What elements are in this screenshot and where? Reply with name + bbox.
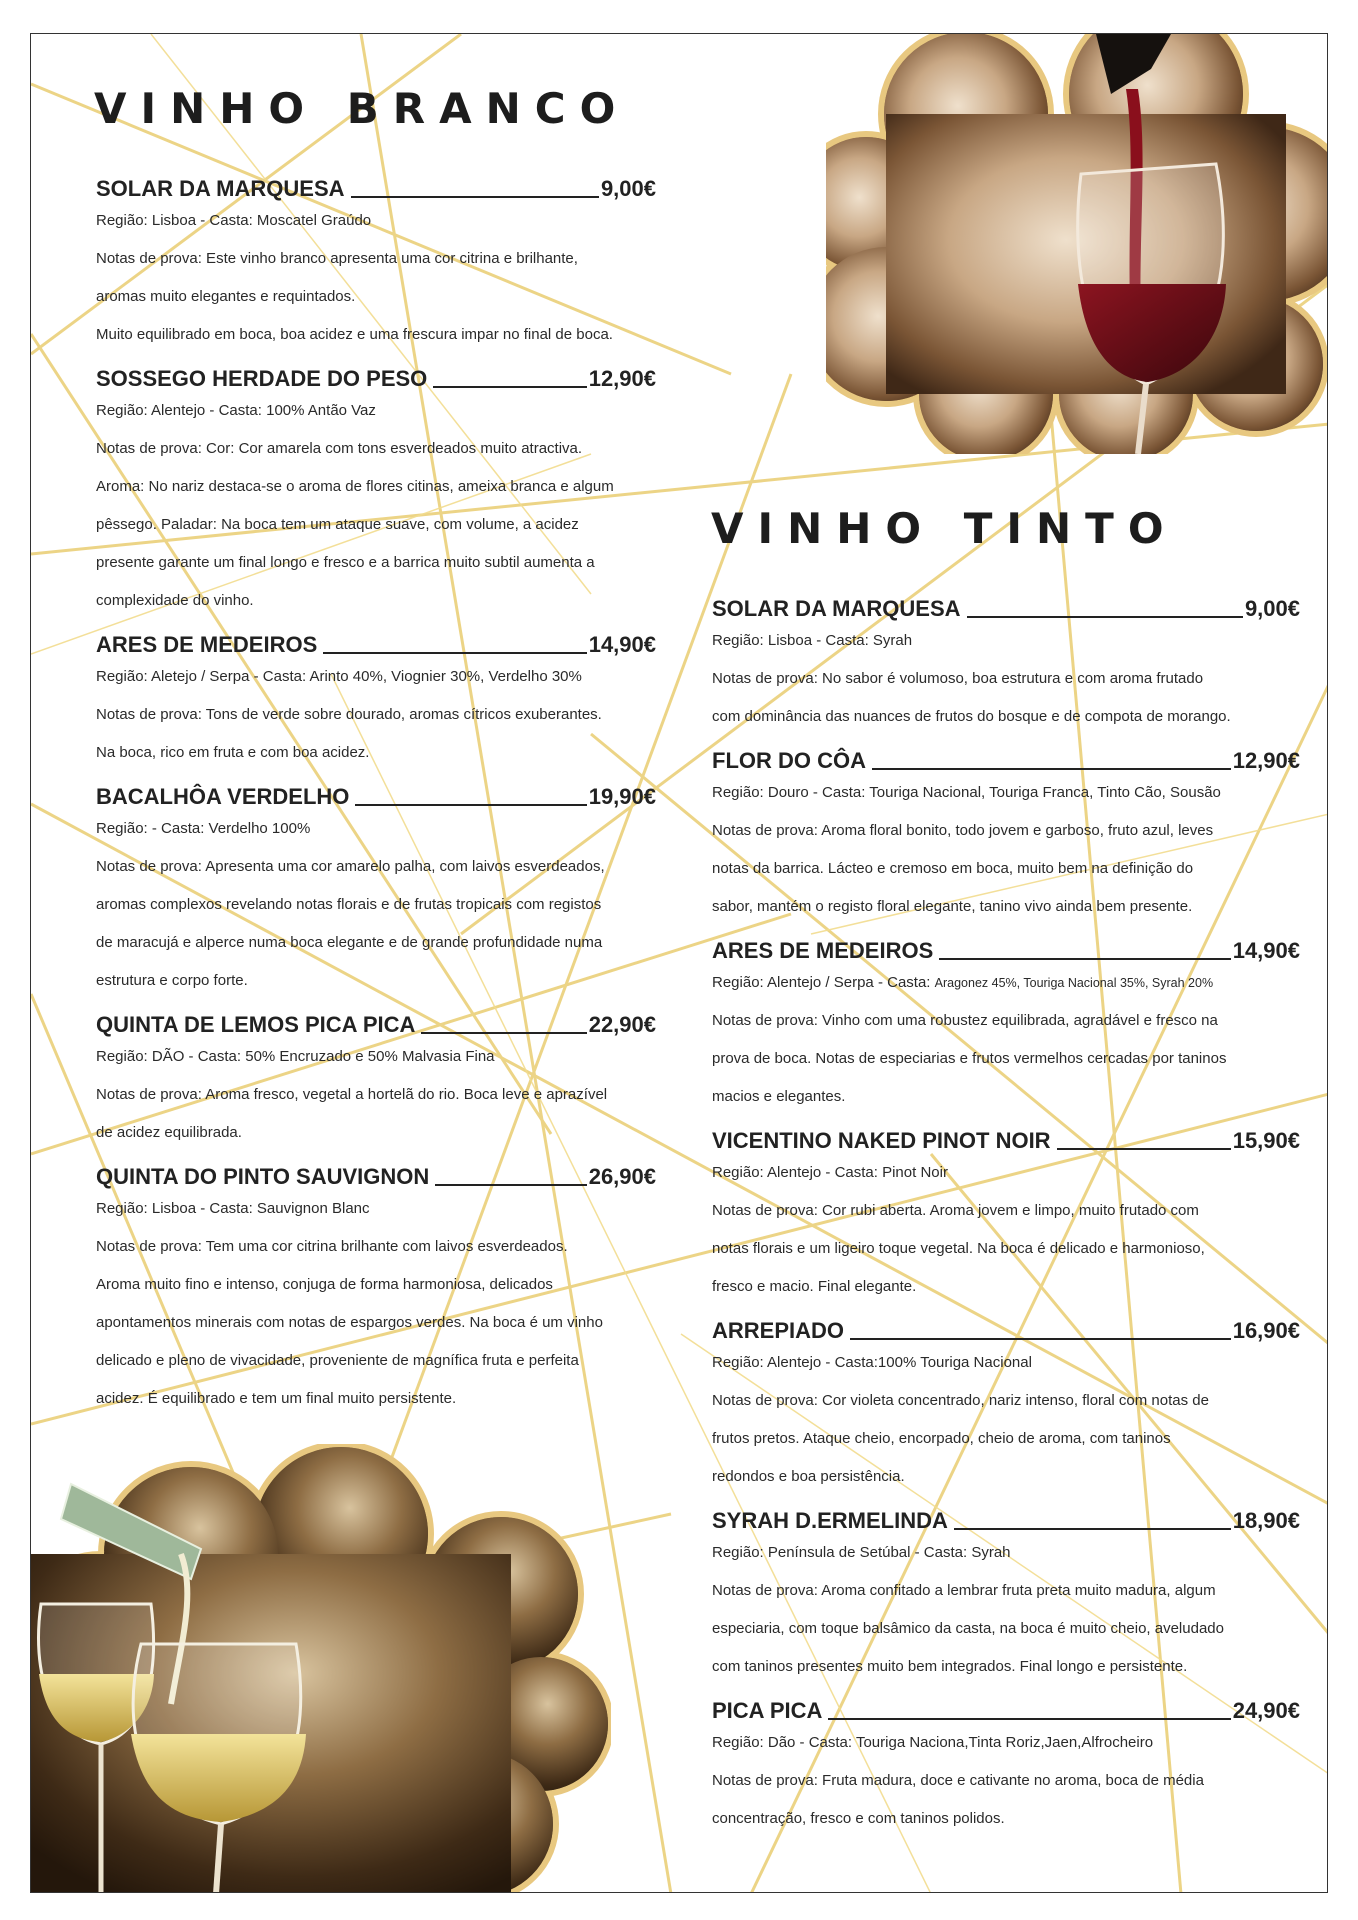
wine-description-line: Região: Lisboa - Casta: Moscatel Graúdo: [96, 212, 372, 229]
wine-price: 18,90€: [1232, 1508, 1300, 1533]
tinto-heading: VINHO TINTO: [711, 504, 1178, 553]
price-leader-line: [355, 804, 586, 806]
wine-description-line: Região: Península de Setúbal - Casta: Syrah: [712, 1544, 1011, 1561]
wine-price: 14,90€: [1232, 938, 1300, 963]
price-leader-line: [850, 1338, 1231, 1340]
wine-description-line: Notas de prova: Aroma fresco, vegetal a hortelã do rio. Boca leve e aprazível: [96, 1086, 608, 1103]
wine-description-line: Notas de prova: Apresenta uma cor amarelo palha, com laivos esverdeados,: [96, 858, 605, 875]
wine-entry: [96, 772, 656, 1000]
wine-description-line: Região: - Casta: Verdelho 100%: [96, 820, 311, 837]
price-leader-line: [351, 196, 599, 198]
wine-description-line: concentração, fresco e com taninos polidos.: [712, 1810, 1005, 1827]
wine-description-line: especiaria, com toque balsâmico da casta, na boca é muito cheio, aveludado: [712, 1620, 1224, 1637]
wine-price: 22,90€: [588, 1012, 656, 1037]
wine-description-line: Região: Lisboa - Casta: Syrah: [712, 632, 913, 649]
wine-description-line: Notas de prova: Cor: Cor amarela com tons esverdeados muito atractiva.: [96, 440, 583, 457]
wine-title: [96, 1000, 656, 1038]
wine-description-line: estrutura e corpo forte.: [96, 972, 248, 989]
wine-description-line: Região: Alentejo - Casta:100% Touriga Nacional: [712, 1354, 1032, 1371]
price-leader-line: [433, 386, 586, 388]
wine-description-line: Região: Alentejo - Casta: Pinot Noir: [712, 1164, 948, 1181]
branco-heading: VINHO BRANCO: [94, 84, 630, 133]
wine-description-line: Notas de prova: Este vinho branco apresenta uma cor citrina e brilhante,: [96, 250, 578, 267]
wine-description-line: Notas de prova: Tem uma cor citrina brilhante com laivos esverdeados.: [96, 1238, 568, 1255]
wine-region-prefix: Região: Alentejo / Serpa - Casta:: [712, 974, 935, 991]
wine-description-line: notas da barrica. Lácteo e cremoso em boca, muito bem na definição do: [712, 860, 1194, 877]
wine-entry: [712, 1686, 1300, 1838]
wine-description-line: Região: Lisboa - Casta: Sauvignon Blanc: [96, 1200, 370, 1217]
wine-price: 9,00€: [600, 176, 656, 201]
wine-entry: [96, 1152, 656, 1418]
wine-name: QUINTA DO PINTO SAUVIGNON: [96, 1164, 430, 1189]
wine-description-line: Aroma: No nariz destaca-se o aroma de flores citinas, ameixa branca e algum: [96, 478, 614, 495]
wine-entry: [96, 354, 656, 620]
wine-title: [96, 164, 656, 202]
wine-description-line: Notas de prova: Tons de verde sobre dourado, aromas cítricos exuberantes.: [96, 706, 602, 723]
wine-description-line: aromas muito elegantes e requintados.: [96, 288, 356, 305]
wine-description-line: notas florais e um ligeiro toque vegetal. Na boca é delicado e harmonioso,: [712, 1240, 1205, 1257]
wine-price: 19,90€: [588, 784, 656, 809]
wine-entry: [712, 926, 1300, 1116]
branco-wine-list: [96, 164, 656, 1418]
wine-description-line: de maracujá e alperce numa boca elegante e de grande profundidade numa: [96, 934, 603, 951]
wine-description-line: fresco e macio. Final elegante.: [712, 1278, 917, 1295]
wine-entry: [96, 620, 656, 772]
tinto-wine-list: [712, 584, 1300, 1838]
wine-name: ARREPIADO: [712, 1318, 845, 1343]
wine-name: PICA PICA: [712, 1698, 823, 1723]
wine-description-line: apontamentos minerais com notas de espargos verdes. Na boca é um vinho: [96, 1314, 603, 1331]
price-leader-line: [872, 768, 1231, 770]
wine-description-line: de acidez equilibrada.: [96, 1124, 242, 1141]
wine-name: SOLAR DA MARQUESA: [96, 176, 345, 201]
wine-region-grapes: Aragonez 45%, Touriga Nacional 35%, Syrah 20%: [934, 976, 1214, 990]
wine-description-line: Notas de prova: Aroma floral bonito, todo jovem e garboso, fruto azul, leves: [712, 822, 1214, 839]
wine-description-line: Região: Douro - Casta: Touriga Nacional, Touriga Franca, Tinto Cão, Sousão: [712, 784, 1221, 801]
wine-title: [712, 1116, 1300, 1154]
wine-price: 9,00€: [1244, 596, 1300, 621]
wine-title: [96, 772, 656, 810]
wine-description-line: Região: Dão - Casta: Touriga Naciona,Tinta Roriz,Jaen,Alfrocheiro: [712, 1734, 1154, 1751]
wine-entry: [712, 736, 1300, 926]
wine-description-line: aromas complexos revelando notas florais e de frutas tropicais com registos: [96, 896, 602, 913]
wine-price: 15,90€: [1232, 1128, 1300, 1153]
wine-description-line: Muito equilibrado em boca, boa acidez e uma frescura impar no final de boca.: [96, 326, 613, 343]
wine-title: [96, 1152, 656, 1190]
wine-region: [712, 964, 1300, 1002]
wine-price: 26,90€: [588, 1164, 656, 1189]
wine-name: ARES DE MEDEIROS: [712, 938, 934, 963]
menu-page: [30, 33, 1328, 1893]
wine-description-line: com dominância das nuances de frutos do bosque e de compota de morango.: [712, 708, 1231, 725]
price-leader-line: [323, 652, 586, 654]
wine-title: [712, 1496, 1300, 1534]
wine-name: QUINTA DE LEMOS PICA PICA: [96, 1012, 416, 1037]
wine-entry: [712, 1306, 1300, 1496]
price-leader-line: [421, 1032, 586, 1034]
wine-price: 14,90€: [588, 632, 656, 657]
price-leader-line: [954, 1528, 1231, 1530]
wine-description-line: com taninos presentes muito bem integrados. Final longo e persistente.: [712, 1658, 1188, 1675]
wine-description-line: Notas de prova: Fruta madura, doce e cativante no aroma, boca de média: [712, 1772, 1204, 1789]
wine-description-line: Notas de prova: Vinho com uma robustez equilibrada, agradável e fresco na: [712, 1012, 1218, 1029]
wine-description-line: delicado e pleno de vivacidade, proveniente de magnífica fruta e perfeita: [96, 1352, 579, 1369]
wine-description-line: Notas de prova: Cor violeta concentrado, nariz intenso, floral com notas de: [712, 1392, 1209, 1409]
wine-description-line: complexidade do vinho.: [96, 592, 254, 609]
wine-description-line: presente garante um final longo e fresco e a barrica muito subtil aumenta a: [96, 554, 595, 571]
wine-title: [96, 620, 656, 658]
wine-description-line: frutos pretos. Ataque cheio, encorpado, cheio de aroma, com taninos: [712, 1430, 1171, 1447]
wine-title: [712, 736, 1300, 774]
wine-price: 16,90€: [1232, 1318, 1300, 1343]
wine-description-line: Notas de prova: Aroma confitado a lembrar fruta preta muito madura, algum: [712, 1582, 1216, 1599]
wine-description-line: pêssego. Paladar: Na boca tem um ataque suave, com volume, a acidez: [96, 516, 579, 533]
wine-entry: [712, 1496, 1300, 1686]
wine-description-line: acidez. É equilibrado e tem um final muito persistente.: [96, 1390, 457, 1407]
wine-name: FLOR DO CÔA: [712, 748, 866, 773]
wine-description-line: Na boca, rico em fruta e com boa acidez.: [96, 744, 370, 761]
wine-name: SYRAH D.ERMELINDA: [712, 1508, 948, 1533]
wine-description-line: macios e elegantes.: [712, 1088, 846, 1105]
wine-title: [712, 1306, 1300, 1344]
wine-title: [712, 926, 1300, 964]
wine-entry: [96, 164, 656, 354]
wine-description-line: redondos e boa persistência.: [712, 1468, 905, 1485]
wine-description-line: Aroma muito fino e intenso, conjuga de forma harmoniosa, delicados: [96, 1276, 553, 1293]
wine-price: 24,90€: [1232, 1698, 1300, 1723]
wine-name: BACALHÔA VERDELHO: [96, 784, 350, 809]
wine-description-line: prova de boca. Notas de especiarias e frutos vermelhos cercadas por taninos: [712, 1050, 1227, 1067]
price-leader-line: [828, 1718, 1230, 1720]
wine-name: VICENTINO NAKED PINOT NOIR: [712, 1128, 1051, 1153]
wine-description-line: sabor, mantém o registo floral elegante, tanino vivo ainda bem presente.: [712, 898, 1193, 915]
wine-title: [96, 354, 656, 392]
wine-description-line: Região: Aletejo / Serpa - Casta: Arinto 40%, Viognier 30%, Verdelho 30%: [96, 668, 582, 685]
red-wine-photo: [826, 34, 1328, 454]
price-leader-line: [435, 1184, 586, 1186]
wine-name: SOLAR DA MARQUESA: [712, 596, 961, 621]
wine-title: [712, 1686, 1300, 1724]
wine-name: ARES DE MEDEIROS: [96, 632, 318, 657]
wine-name: SOSSEGO HERDADE DO PESO: [96, 366, 428, 391]
wine-entry: [96, 1000, 656, 1152]
wine-entry: [712, 584, 1300, 736]
wine-description-line: Região: Alentejo - Casta: 100% Antão Vaz: [96, 402, 376, 419]
price-leader-line: [939, 958, 1230, 960]
white-wine-photo: [31, 1444, 611, 1893]
wine-description-line: Notas de prova: No sabor é volumoso, boa estrutura e com aroma frutado: [712, 670, 1204, 687]
price-leader-line: [1057, 1148, 1231, 1150]
wine-price: 12,90€: [588, 366, 656, 391]
wine-description-line: Região: DÃO - Casta: 50% Encruzado e 50% Malvasia Fina: [96, 1048, 495, 1065]
price-leader-line: [967, 616, 1243, 618]
wine-description-line: Notas de prova: Cor rubi aberta. Aroma jovem e limpo, muito frutado com: [712, 1202, 1199, 1219]
wine-price: 12,90€: [1232, 748, 1300, 773]
wine-entry: [712, 1116, 1300, 1306]
wine-title: [712, 584, 1300, 622]
